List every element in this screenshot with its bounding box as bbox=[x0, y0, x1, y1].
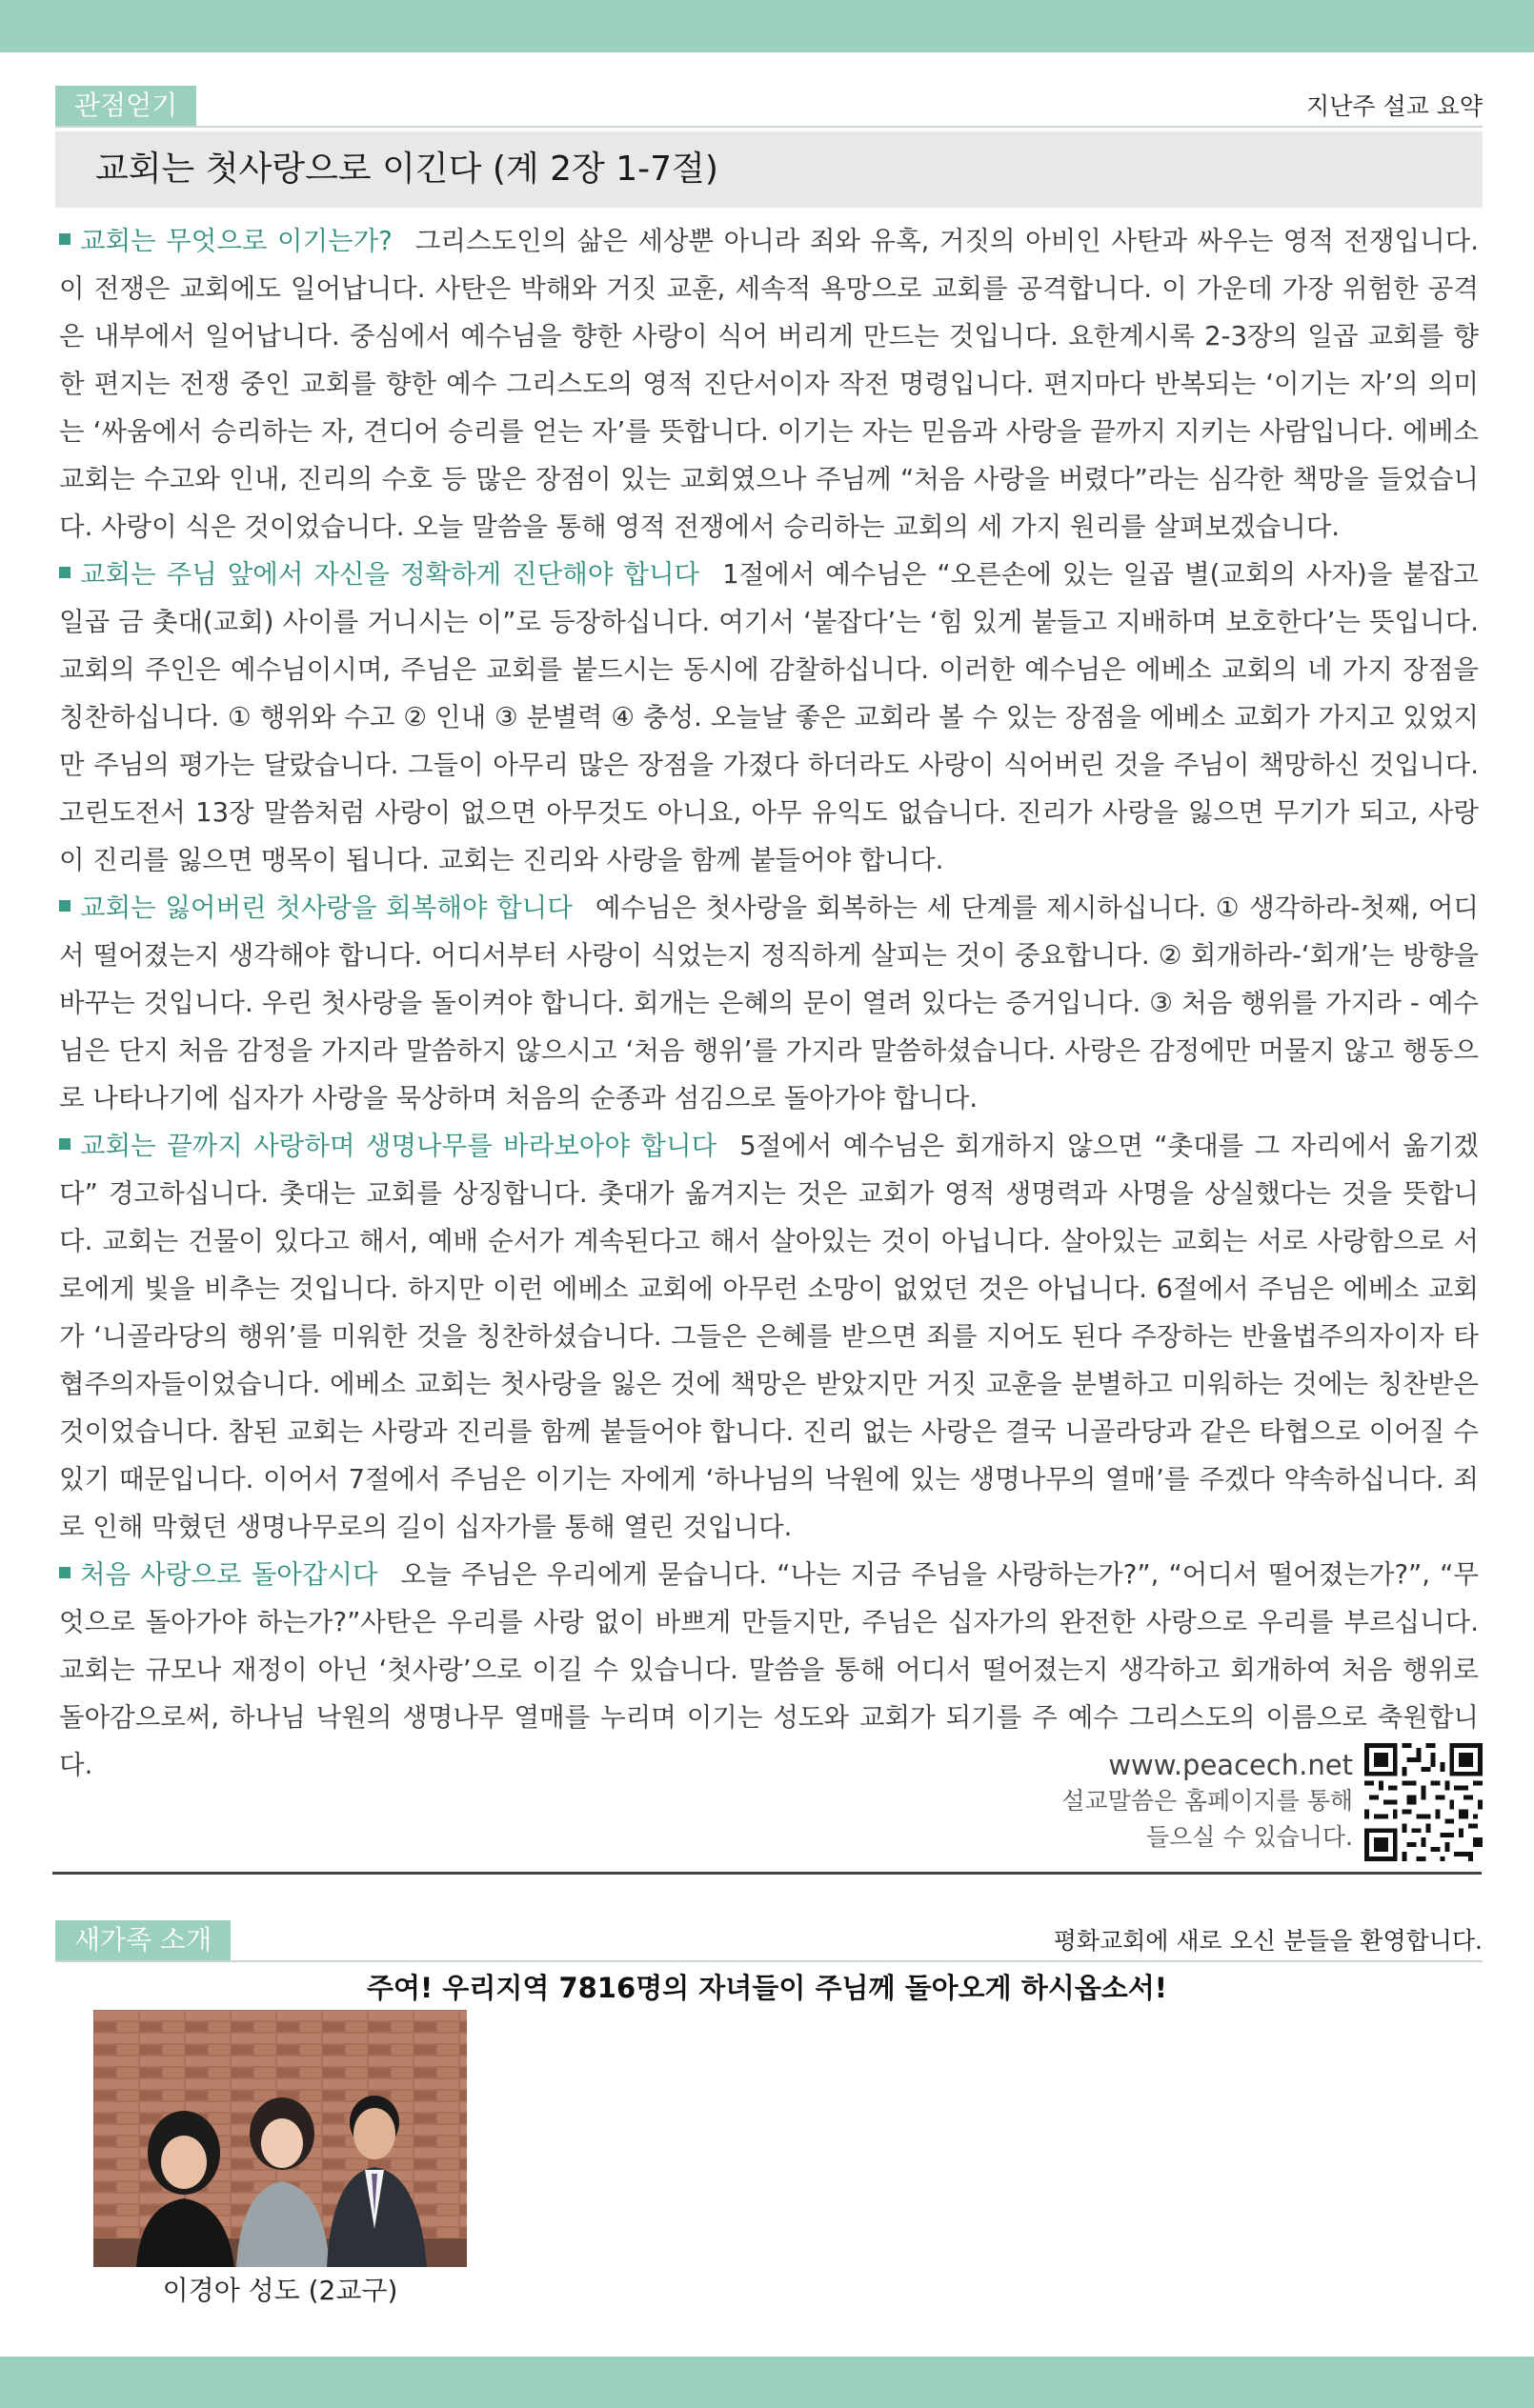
paragraph-heading: 교회는 주님 앞에서 자신을 정확하게 진단해야 합니다 bbox=[80, 559, 700, 590]
website-note-line1: 설교말씀은 홈페이지를 통해 bbox=[1061, 1787, 1353, 1815]
website-info bbox=[1061, 1747, 1353, 1856]
bullet-square-icon bbox=[59, 233, 71, 245]
sermon-title-band bbox=[55, 131, 1483, 208]
newcomer-section-header bbox=[55, 1920, 1483, 1962]
sermon-paragraph bbox=[59, 217, 1479, 551]
newcomer-section-subtitle: 평화교회에 새로 오신 분들을 환영합니다. bbox=[1053, 1927, 1483, 1955]
sermon-paragraph bbox=[59, 884, 1479, 1122]
newcomer-photo bbox=[93, 2010, 467, 2267]
prayer-banner: 주여! 우리지역 7816명의 자녀들이 주님께 돌아오게 하시옵소서! bbox=[366, 1972, 1168, 2004]
sermon-title: 교회는 첫사랑으로 이긴다 (계 2장 1-7절) bbox=[95, 150, 718, 189]
paragraph-text: 5절에서 예수님은 회개하지 않으면 “촛대를 그 자리에서 옮기겠다” 경고하십니다. 촛대는 교회를 상징합니다. 촛대가 옮겨지는 것은 교회가 영적 생명력과 사명을 상실했다는 것을 뜻합니다. 교회는 건물이 있다고 해서, 예배 순서가 계속된다고 해서 살아있는 것이 아닙니다. 살아있는 교회는 서로 사랑함으로 서로에게 빛을 비추는 것입니다. 하지만 이런 에베소 교회에 아무런 소망이 없었던 것은 아닙니다. 6절에서 주님은 에베소 교회가 ‘니골라당의 행위’를 미워한 것을 칭찬하셨습니다. 그들은 은혜를 받으면 죄를 지어도 된다 주장하는 반율법주의자이자 타협주의자들이었습니다. 에베소 교회는 첫사랑을 잃은 것에 책망은 받았지만 거짓 교훈을 분별하고 미워하는 것에는 칭찬받은 것이었습니다. 참된 교회는 사랑과 진리를 함께 붙들어야 합니다. 진리 없는 사랑은 결국 니골라당과 같은 타협으로 이어질 수 있기 때문입니다. 이어서 7절에서 주님은 이기는 자에게 ‘하나님의 낙원에 있는 생명나무의 열매’를 주겠다 약속하십니다. 죄로 인해 막혔던 생명나무로의 길이 십자가를 통해 열린 것입니다. bbox=[59, 1131, 1480, 1542]
paragraph-text: 그리스도인의 삶은 세상뿐 아니라 죄와 유혹, 거짓의 아비인 사탄과 싸우는 영적 전쟁입니다. 이 전쟁은 교회에도 일어납니다. 사탄은 박해와 거짓 교훈, 세속적 욕망으로 교회를 공격합니다. 이 가운데 가장 위험한 공격은 내부에서 일어납니다. 중심에서 예수님을 향한 사랑이 식어 버리게 만드는 것입니다. 요한계시록 2-3장의 일곱 교회를 향한 편지는 전쟁 중인 교회를 향한 예수 그리스도의 영적 진단서이자 작전 명령입니다. 편지마다 반복되는 ‘이기는 자’의 의미는 ‘싸움에서 승리하는 자, 견디어 승리를 얻는 자’를 뜻합니다. 이기는 자는 믿음과 사랑을 끝까지 지키는 사람입니다. 에베소 교회는 수고와 인내, 진리의 수호 등 많은 장점이 있는 교회였으나 주님께 “처음 사랑을 버렸다”라는 심각한 책망을 들었습니다. 사랑이 식은 것이었습니다. 오늘 말씀을 통해 영적 전쟁에서 승리하는 교회의 세 가지 원리를 살펴보겠습니다. bbox=[59, 226, 1479, 542]
bullet-square-icon bbox=[59, 1138, 71, 1150]
bottom-accent-bar bbox=[0, 2357, 1534, 2408]
sermon-section-tab: 관점얻기 bbox=[55, 86, 196, 126]
website-note-line2: 들으실 수 있습니다. bbox=[1145, 1823, 1353, 1851]
qr-code-icon[interactable] bbox=[1364, 1743, 1483, 1861]
sermon-body bbox=[59, 217, 1479, 1789]
newcomer-photo-illustration bbox=[93, 2010, 467, 2267]
newcomer-section-tab: 새가족 소개 bbox=[55, 1920, 231, 1960]
paragraph-text: 1절에서 예수님은 “오른손에 있는 일곱 별(교회의 사자)을 붙잡고 일곱 금 촛대(교회) 사이를 거니시는 이”로 등장하십니다. 여기서 ‘붙잡다’는 ‘힘 있게 붙들고 지배하며 보호한다’는 뜻입니다. 교회의 주인은 예수님이시며, 주님은 교회를 붙드시는 동시에 감찰하십니다. 이러한 예수님은 에베소 교회의 네 가지 장점을 칭찬하십니다. ① 행위와 수고 ② 인내 ③ 분별력 ④ 충성. 오늘날 좋은 교회라 볼 수 있는 장점을 에베소 교회가 가지고 있었지만 주님의 평가는 달랐습니다. 그들이 아무리 많은 장점을 가졌다 하더라도 사랑이 식어버린 것을 주님이 책망하신 것입니다. 고린도전서 13장 말씀처럼 사랑이 없으면 아무것도 아니요, 아무 유익도 없습니다. 진리가 사랑을 잃으면 무기가 되고, 사랑이 진리를 잃으면 맹목이 됩니다. 교회는 진리와 사랑을 함께 붙들어야 합니다. bbox=[59, 559, 1479, 875]
sermon-paragraph bbox=[59, 551, 1479, 884]
website-link[interactable]: www.peacech.net bbox=[1108, 1749, 1353, 1781]
paragraph-text: 오늘 주님은 우리에게 묻습니다. “나는 지금 주님을 사랑하는가?”, “어디서 떨어졌는가?”, “무엇으로 돌아가야 하는가?”사탄은 우리를 사랑 없이 바쁘게 만들지만, 주님은 십자가의 완전한 사랑으로 우리를 부르십니다. 교회는 규모나 재정이 아닌 ‘첫사랑’으로 이길 수 있습니다. 말씀을 통해 어디서 떨어졌는지 생각하고 회개하여 처음 행위로 돌아감으로써, 하나님 낙원의 생명나무 열매를 누리며 이기는 성도와 교회가 되기를 주 예수 그리스도의 이름으로 축원합니다. bbox=[59, 1559, 1479, 1780]
sermon-section-subtitle: 지난주 설교 요약 bbox=[1306, 92, 1483, 120]
paragraph-text: 예수님은 첫사랑을 회복하는 세 단계를 제시하십니다. ① 생각하라-첫째, 어디서 떨어졌는지 생각해야 합니다. 어디서부터 사랑이 식었는지 정직하게 살피는 것이 중요합니다. ② 회개하라-‘회개’는 방향을 바꾸는 것입니다. 우린 첫사랑을 돌이켜야 합니다. 회개는 은혜의 문이 열려 있다는 증거입니다. ③ 처음 행위를 가지라 - 예수님은 단지 처음 감정을 가지라 말씀하지 않으시고 ‘처음 행위’를 가지라 말씀하셨습니다. 사랑은 감정에만 머물지 않고 행동으로 나타나기에 십자가 사랑을 묵상하며 처음의 순종과 섬김으로 돌아가야 합니다. bbox=[59, 893, 1479, 1114]
bullet-square-icon bbox=[59, 1567, 71, 1578]
paragraph-heading: 교회는 잃어버린 첫사랑을 회복해야 합니다 bbox=[80, 893, 573, 923]
paragraph-heading: 교회는 끝까지 사랑하며 생명나무를 바라보아야 합니다 bbox=[80, 1131, 717, 1161]
bullet-square-icon bbox=[59, 567, 71, 578]
section-divider bbox=[52, 1872, 1482, 1875]
sermon-paragraph bbox=[59, 1122, 1479, 1551]
top-accent-bar bbox=[0, 0, 1534, 52]
paragraph-heading: 교회는 무엇으로 이기는가? bbox=[80, 226, 393, 256]
paragraph-heading: 처음 사랑으로 돌아갑시다 bbox=[80, 1559, 378, 1590]
sermon-section-header bbox=[55, 86, 1483, 128]
newcomer-photo-caption: 이경아 성도 (2교구) bbox=[162, 2275, 398, 2306]
bullet-square-icon bbox=[59, 900, 71, 912]
